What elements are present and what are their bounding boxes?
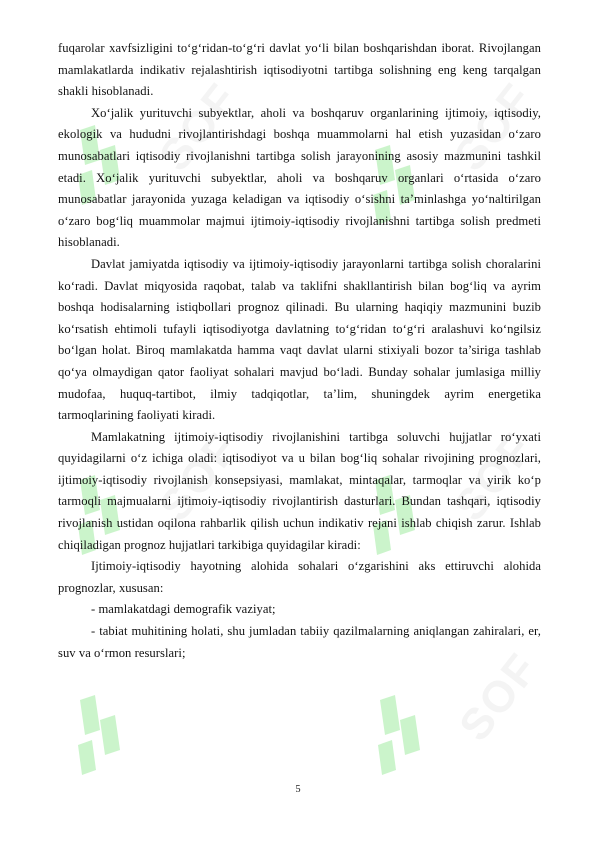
paragraph: fuqarolar xavfsizligini to‘g‘ridan-to‘g‘ri davlat yo‘li bilan boshqarishdan iborat. Rivojlangan mamlakatlarda indikativ rejalashtirish iqtisodiyotni tartibga solishning eng keng tarqalgan shakli hisoblanadi.	[58, 41, 541, 99]
paragraph: Ijtimoiy-iqtisodiy hayotning alohida sohalari o‘zgarishini aks ettiruvchi alohida prognozlar, xususan:	[58, 559, 541, 595]
watermark-text: SOF	[445, 73, 543, 181]
paragraph: Mamlakatning ijtimoiy-iqtisodiy rivojlanishini tartibga soluvchi hujjatlar ro‘yxati quyidagilarni o‘z ichiga oladi: iqtisodiyot va u bilan bog‘liq sohalar rivojining prognozlari, ijtimoiy-iqtisodiy rivojlanish konsepsiyasi, mamlakat, mintaqalar, tarmoqlar va yirik ko‘p tarmoqli majmualarni ijtimoiy-iqtisodiy rivojlantirish dasturlari. Bundan tashqari, iqtisodiy rivojlanish ustidan oqilona rahbarlik qilish uchun indikativ rejani ishlab chiqish zarur. Ishlab chiqiladigan prognoz hujjatlari tarkibiga quyidagilar kiradi:	[58, 429, 541, 552]
list-item: - tabiat muhitining holati, shu jumladan tabiiy qazilmalarning aniqlangan zahiralari, er, suv va o‘rmon resurslari;	[58, 624, 541, 660]
watermark-logo-icon	[70, 690, 140, 780]
watermark-text: SOF	[150, 73, 248, 181]
watermark-text: SOF	[450, 643, 548, 751]
document-page	[58, 38, 541, 664]
page-number: 5	[295, 784, 301, 795]
watermark-text: SOF	[150, 423, 248, 531]
paragraph: Davlat jamiyatda iqtisodiy va ijtimoiy-iqtisodiy jarayonlarni tartibga solish choralarini ko‘radi. Davlat miqyosida raqobat, talab va taklifni shakllantirish bilan bog‘liq va ayrim boshqa hodisalarning istiqbollari prognoz qilinadi. Bu ularning haqiqiy mazmunini buzib ko‘rsatish ehtimoli tufayli iqtisodiyotga davlatning to‘g‘ridan to‘g‘ri aralashuvi ko‘ngilsiz bo‘lgan holat. Biroq mamlakatda hamma vaqt davlat ularni stixiyali bozor ta’siriga tashlab qo‘ya olmaydigan qator faoliyat sohalari mavjud bo‘ladi. Bunday sohalar jumlasiga milliy mudofaa, huquq-tartibot, ilmiy tadqiqotlar, ta’lim, shuningdek ayrim energetika tarmoqlarining faoliyati kiradi.	[58, 256, 541, 423]
list-item: - mamlakatdagi demografik vaziyat;	[91, 602, 276, 617]
paragraph: Xo‘jalik yurituvchi subyektlar, aholi va boshqaruv organlarining ijtimoiy, iqtisodiy, ekologik va hududni rivojlantirishdagi boshqa muammolarni hal etish yuzasidan o‘zaro munosabatlari iqtisodiy rivojlanishni tartibga solish jarayonining asosiy mazmunini tashkil etadi. Xo‘jalik yurituvchi subyektlar, aholi va boshqaruv organlari o‘rtasida o‘zaro munosabatlar jarayonida yuzaga keladigan va iqtisodiy o‘sishni ta’minlashga yo‘naltirilgan o‘zaro bog‘liq muammolar majmui ijtimoiy-iqtisodiy rivojlanishni tartibga solish predmeti hisoblanadi.	[58, 105, 541, 250]
watermark-logo-icon	[370, 690, 440, 780]
watermark-text: SOF	[445, 423, 543, 531]
